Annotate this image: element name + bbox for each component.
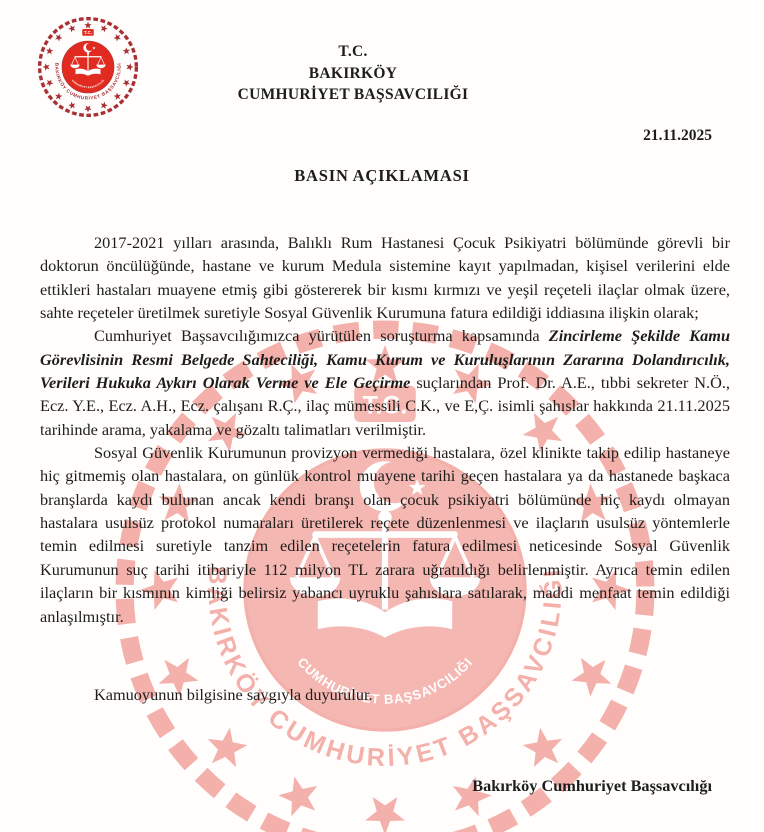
letterhead-city: BAKIRKÖY	[308, 64, 398, 82]
paragraph-1: 2017-2021 yılları arasında, Balıklı Rum Hastanesi Çocuk Psikiyatri bölümünde görevli bir doktorun öncülüğünde, hastane ve kurum Medula sistemine kayıt yapılmadan, kişisel verilerini elde ettikleri hastaları muayene etmiş gibi göstererek bir kısmı kırmızı ve yeşil reçeteli ilaçlar olmak üzere, sahte reçeteler üretilmek suretiyle Sosyal Güvenlik Kurumuna fatura edildiği iddiasına ilişkin olarak;	[40, 233, 730, 323]
signature: Bakırköy Cumhuriyet Başsavcılığı	[472, 776, 712, 795]
letterhead-office: CUMHURİYET BAŞSAVCILIĞI	[237, 86, 469, 103]
closing-text: Kamuoyunun bilgisine saygıyla duyurulur.	[94, 685, 373, 704]
document-body	[40, 231, 730, 628]
paragraph-2-rest: suçlarından Prof. Dr. A.E., tıbbi sekreter N.Ö., Ecz. Y.E., Ecz. A.H., Ecz. çalışanı R.Ç., ilaç mümessili C.K., ve E,Ç. isimli şahıslar hakkında 21.11.2025 tarihinde arama, yakalama ve gözaltı talimatları verilmiştir.	[40, 373, 730, 439]
paragraph-2-lead: Cumhuriyet Başsavcılığımızca yürütülen soruşturma kapsamında	[94, 326, 549, 346]
letterhead-tc: T.C.	[338, 43, 368, 60]
closing-line	[40, 685, 730, 705]
press-release-title: BASIN AÇIKLAMASI	[294, 166, 470, 185]
document-date: 21.11.2025	[643, 127, 712, 144]
paragraph-2	[40, 324, 730, 441]
paragraph-3: Sosyal Güvenlik Kurumunun provizyon vermediği hastalara, özel klinikte takip edilip hastaneye hiç gitmemiş olan hastalara, on günlük kontrol muayene tarihi geçen hastalara ya da hastanede başkaca branşlarda kaydı bulunan ancak kendi branşı olan çocuk psikiyatri bölümünde hiç kaydı olmayan hastalara usulsüz protokol numaraları üretilerek reçete düzenlenmesi ve ilaçların usulsüz yöntemlerle temin edilmesi suretiyle tanzim edilen reçetelerin fatura edilmesi neticesinde Sosyal Güvenlik Kurumunun suç tarihi itibariyle 112 milyon TL zarara uğratıldığı belirlenmiştir. Ayrıca temin edilen ilaçların bir kısmının kimliği belirsiz yabancı uyruklu şahıslara satılarak, maddi menfaat temin edildiği anlaşılmıştır.	[40, 443, 730, 626]
letterhead	[0, 41, 706, 106]
paragraph-2-charges: Zincirleme Şekilde Kamu Görevlisinin Resmi Belgede Sahteciliği, Kamu Kurum ve Kuruluşlarının Zararına Dolandırıcılık, Verileri Hukuka Aykırı Olarak Verme ve Ele Geçirme	[40, 326, 730, 393]
